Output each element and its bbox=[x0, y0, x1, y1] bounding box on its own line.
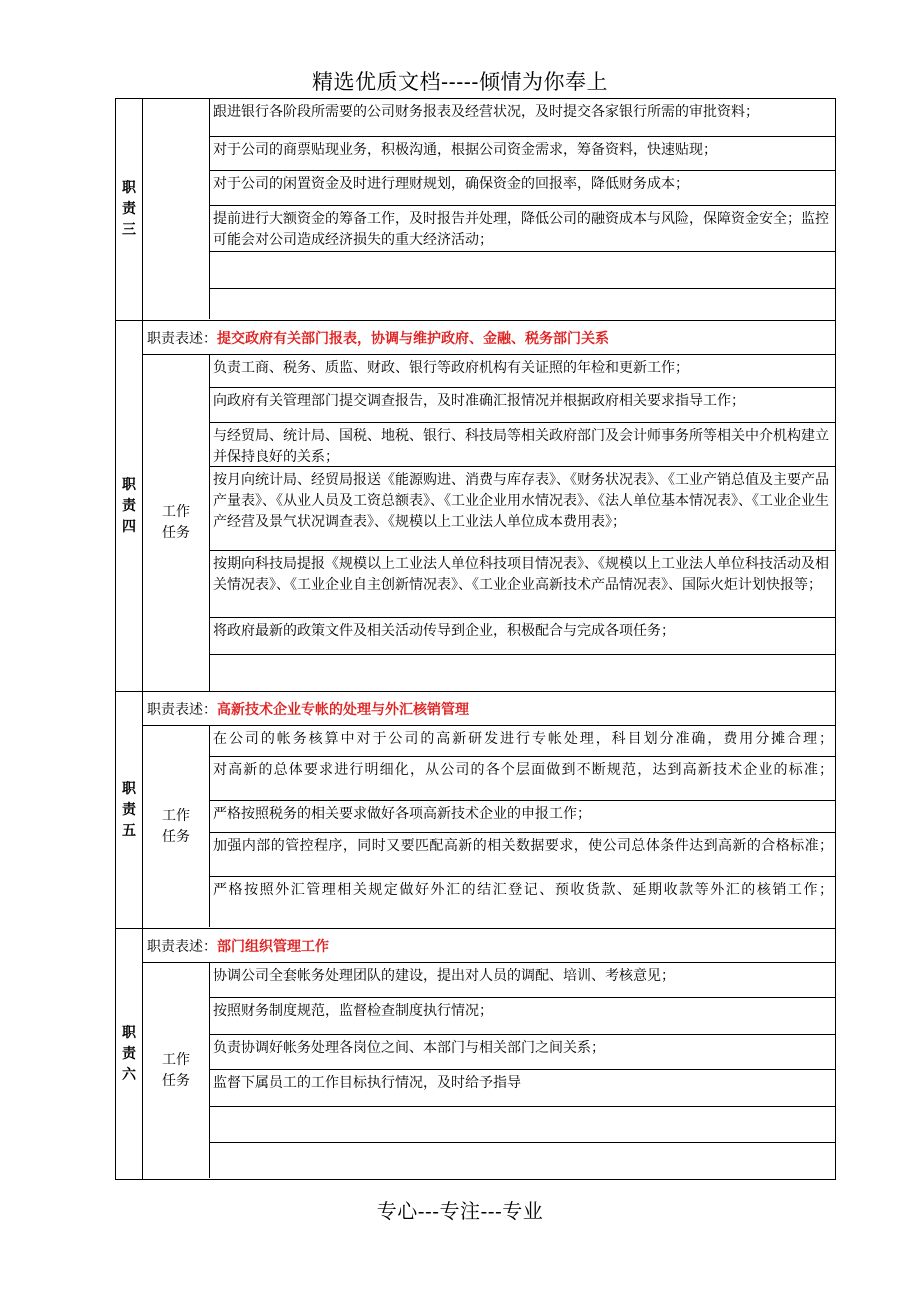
sub-label-cell bbox=[143, 355, 210, 691]
duty-label-cell bbox=[116, 321, 143, 691]
task-list bbox=[210, 99, 835, 319]
statement-prefix: 职责表述： bbox=[147, 938, 217, 955]
task-row: 按期向科技局提报《规模以上工业法人单位科技项目情况表》、《规模以上工业法人单位科技活动及相关情况表》、《工业企业自主创新情况表》、《工业企业高新技术产品情况表》、国际火炬计划快报等； bbox=[210, 551, 835, 618]
task-row: 对于公司的闲置资金及时进行理财规划，确保资金的回报率，降低财务成本； bbox=[210, 171, 835, 206]
duty-label: 职责三 bbox=[122, 180, 136, 238]
task-row: 向政府有关管理部门提交调查报告，及时准确汇报情况并根据政府相关要求指导工作； bbox=[210, 388, 835, 423]
task-row: 跟进银行各阶段所需要的公司财务报表及经营状况，及时提交各家银行所需的审批资料； bbox=[210, 99, 835, 137]
task-section bbox=[143, 963, 835, 1178]
duty-label-cell bbox=[116, 929, 143, 1179]
task-row bbox=[210, 252, 835, 289]
duty-statement bbox=[143, 929, 835, 963]
duty-label-cell bbox=[116, 99, 143, 320]
task-section bbox=[143, 99, 835, 319]
task-row: 协调公司全套帐务处理团队的建设，提出对人员的调配、培训、考核意见； bbox=[210, 963, 835, 998]
page-header: 精选优质文档-----倾情为你奉上 bbox=[312, 70, 608, 94]
task-list bbox=[210, 726, 835, 927]
duty-label: 职责五 bbox=[122, 780, 136, 839]
task-row: 负责协调好帐务处理各岗位之间、本部门与相关部门之间关系； bbox=[210, 1035, 835, 1070]
duty-group-5 bbox=[116, 692, 835, 929]
statement-prefix: 职责表述： bbox=[147, 701, 217, 718]
task-row bbox=[210, 655, 835, 691]
duty-content bbox=[143, 692, 835, 927]
task-section bbox=[143, 355, 835, 691]
task-row bbox=[210, 1107, 835, 1143]
task-row: 将政府最新的政策文件及相关活动传导到企业，积极配合与完成各项任务； bbox=[210, 618, 835, 655]
task-row: 监督下属员工的工作目标执行情况，及时给予指导 bbox=[210, 1070, 835, 1107]
task-row: 提前进行大额资金的筹备工作，及时报告并处理，降低公司的融资成本与风险，保障资金安全；监控可能会对公司造成经济损失的重大经济活动； bbox=[210, 206, 835, 252]
duty-content bbox=[143, 99, 835, 319]
page-footer: 专心---专注---专业 bbox=[376, 1199, 544, 1223]
duty-label: 职责六 bbox=[122, 1024, 136, 1083]
task-list bbox=[210, 355, 835, 691]
duty-statement bbox=[143, 321, 835, 355]
duty-label: 职责四 bbox=[122, 476, 136, 535]
task-row bbox=[210, 1143, 835, 1178]
statement-text: 高新技术企业专帐的处理与外汇核销管理 bbox=[217, 701, 469, 718]
duty-group-3 bbox=[116, 99, 835, 321]
task-section bbox=[143, 726, 835, 927]
task-row: 加强内部的管控程序，同时又要匹配高新的相关数据要求，使公司总体条件达到高新的合格标准； bbox=[210, 833, 835, 877]
duty-content bbox=[143, 929, 835, 1178]
task-row: 严格按照外汇管理相关规定做好外汇的结汇登记、预收货款、延期收款等外汇的核销工作； bbox=[213, 882, 833, 898]
task-row: 对于公司的商票贴现业务，积极沟通，根据公司资金需求，筹备资料，快速贴现； bbox=[210, 137, 835, 171]
statement-text: 提交政府有关部门报表，协调与维护政府、金融、税务部门关系 bbox=[217, 330, 609, 347]
statement-prefix: 职责表述： bbox=[147, 330, 217, 347]
statement-text: 部门组织管理工作 bbox=[217, 938, 329, 955]
task-list bbox=[210, 963, 835, 1178]
sub-label-cell bbox=[143, 726, 210, 927]
duty-label-cell bbox=[116, 692, 143, 928]
task-row: 在公司的帐务核算中对于公司的高新研发进行专帐处理，科目划分准确，费用分摊合理； bbox=[210, 726, 835, 757]
sub-label: 工作任务 bbox=[162, 504, 190, 541]
duty-table bbox=[115, 98, 836, 1180]
sub-label: 工作任务 bbox=[162, 1051, 190, 1089]
duty-content bbox=[143, 321, 835, 691]
task-row: 与经贸局、统计局、国税、地税、银行、科技局等相关政府部门及会计师事务所等相关中介机构建立并保持良好的关系； bbox=[210, 423, 835, 467]
task-row: 严格按照税务的相关要求做好各项高新技术企业的申报工作； bbox=[210, 801, 835, 833]
duty-statement bbox=[143, 692, 835, 726]
sub-label-cell bbox=[143, 99, 210, 319]
sub-label-cell bbox=[143, 963, 210, 1178]
duty-group-4 bbox=[116, 321, 835, 692]
task-row: 按照财务制度规范，监督检查制度执行情况； bbox=[210, 998, 835, 1035]
task-row bbox=[210, 289, 835, 319]
task-row: 按月向统计局、经贸局报送《能源购进、消费与库存表》、《财务状况表》、《工业产销总值及主要产品产量表》、《从业人员及工资总额表》、《工业企业用水情况表》、《法人单位基本情况表》、《工业企业生产经营及景气状况调查表》、《规模以上工业法人单位成本费用表》； bbox=[210, 467, 835, 551]
sub-label: 工作任务 bbox=[162, 807, 190, 845]
task-row: 对高新的总体要求进行明细化，从公司的各个层面做到不断规范，达到高新技术企业的标准； bbox=[210, 757, 835, 801]
duty-group-6 bbox=[116, 929, 835, 1180]
task-row: 负责工商、税务、质监、财政、银行等政府机构有关证照的年检和更新工作； bbox=[210, 355, 835, 388]
